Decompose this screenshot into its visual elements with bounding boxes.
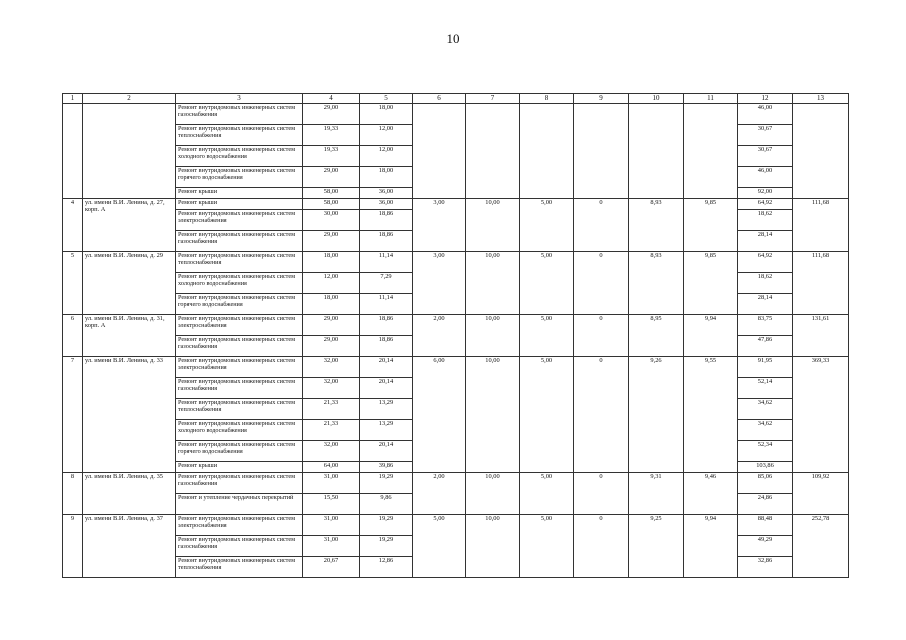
value-cell-col9: 0	[574, 199, 629, 252]
work-type-cell: Ремонт и утепление чердачных перекрытий	[176, 494, 303, 515]
value-cell-col6: 3,00	[413, 199, 466, 252]
work-type-cell: Ремонт внутридомовых инженерных систем электроснабжения	[176, 357, 303, 378]
value-cell-col5: 20,14	[360, 378, 413, 399]
column-number: 11	[684, 94, 738, 104]
value-cell-col7: 10,00	[466, 515, 520, 578]
value-cell-col7: 10,00	[466, 199, 520, 252]
work-type-cell: Ремонт внутридомовых инженерных систем газоснабжения	[176, 231, 303, 252]
value-cell-col11: 9,85	[684, 252, 738, 315]
value-cell-col4: 32,00	[303, 378, 360, 399]
table-row	[63, 199, 849, 210]
address-cell: ул. имени В.И. Ленина, д. 37	[83, 515, 176, 578]
value-cell-col7	[466, 104, 520, 199]
value-cell-col10: 8,95	[629, 315, 684, 357]
value-cell-col12: 85,06	[738, 473, 793, 494]
value-cell-col12: 49,29	[738, 536, 793, 557]
value-cell-col4: 29,00	[303, 231, 360, 252]
address-cell: ул. имени В.И. Ленина, д. 33	[83, 357, 176, 473]
address-cell	[83, 104, 176, 199]
value-cell-col11: 9,55	[684, 357, 738, 473]
value-cell-col5: 19,29	[360, 536, 413, 557]
value-cell-col11: 9,94	[684, 515, 738, 578]
repair-table	[62, 93, 849, 578]
value-cell-col12: 28,14	[738, 231, 793, 252]
value-cell-col8: 5,00	[520, 473, 574, 515]
value-cell-col12: 52,34	[738, 441, 793, 462]
value-cell-col4: 58,00	[303, 199, 360, 210]
value-cell-col12: 34,62	[738, 399, 793, 420]
value-cell-col4: 21,33	[303, 420, 360, 441]
value-cell-col12: 91,95	[738, 357, 793, 378]
column-number: 4	[303, 94, 360, 104]
address-cell: ул. имени В.И. Ленина, д. 29	[83, 252, 176, 315]
value-cell-col8	[520, 104, 574, 199]
value-cell-col5: 9,86	[360, 494, 413, 515]
work-type-cell: Ремонт крыши	[176, 199, 303, 210]
value-cell-col4: 18,00	[303, 294, 360, 315]
value-cell-col4: 21,33	[303, 399, 360, 420]
value-cell-col5: 20,14	[360, 357, 413, 378]
value-cell-col5: 18,86	[360, 210, 413, 231]
value-cell-col4: 19,33	[303, 125, 360, 146]
work-type-cell: Ремонт внутридомовых инженерных систем газоснабжения	[176, 336, 303, 357]
value-cell-col4: 31,00	[303, 515, 360, 536]
value-cell-col8: 5,00	[520, 252, 574, 315]
value-cell-col10: 9,31	[629, 473, 684, 515]
value-cell-col12: 64,92	[738, 199, 793, 210]
page-number: 10	[446, 31, 460, 46]
table-row	[63, 252, 849, 273]
value-cell-col11: 9,94	[684, 315, 738, 357]
value-cell-col4: 31,00	[303, 473, 360, 494]
value-cell-col8: 5,00	[520, 315, 574, 357]
work-type-cell: Ремонт крыши	[176, 188, 303, 199]
value-cell-col9: 0	[574, 515, 629, 578]
value-cell-col12: 24,86	[738, 494, 793, 515]
work-type-cell: Ремонт внутридомовых инженерных систем горячего водоснабжения	[176, 441, 303, 462]
value-cell-col6: 6,00	[413, 357, 466, 473]
value-cell-col7: 10,00	[466, 252, 520, 315]
work-type-cell: Ремонт внутридомовых инженерных систем электроснабжения	[176, 210, 303, 231]
column-number: 13	[793, 94, 849, 104]
work-type-cell: Ремонт внутридомовых инженерных систем горячего водоснабжения	[176, 167, 303, 188]
work-type-cell: Ремонт крыши	[176, 462, 303, 473]
value-cell-col5: 13,29	[360, 399, 413, 420]
value-cell-col11: 9,85	[684, 199, 738, 252]
row-number-cell: 6	[63, 315, 83, 357]
row-number-cell: 5	[63, 252, 83, 315]
value-cell-col5: 18,86	[360, 315, 413, 336]
value-cell-col12: 46,00	[738, 104, 793, 125]
value-cell-col5: 12,00	[360, 125, 413, 146]
value-cell-col9: 0	[574, 252, 629, 315]
work-type-cell: Ремонт внутридомовых инженерных систем газоснабжения	[176, 378, 303, 399]
column-number: 7	[466, 94, 520, 104]
column-number: 3	[176, 94, 303, 104]
value-cell-col12: 18,62	[738, 273, 793, 294]
column-number: 8	[520, 94, 574, 104]
row-number-cell: 9	[63, 515, 83, 578]
value-cell-col5: 18,00	[360, 104, 413, 125]
value-cell-col7: 10,00	[466, 357, 520, 473]
column-number: 12	[738, 94, 793, 104]
value-cell-col12: 52,14	[738, 378, 793, 399]
value-cell-col10: 8,93	[629, 199, 684, 252]
value-cell-col13	[793, 104, 849, 199]
value-cell-col4: 29,00	[303, 167, 360, 188]
value-cell-col10: 9,25	[629, 515, 684, 578]
value-cell-col10	[629, 104, 684, 199]
work-type-cell: Ремонт внутридомовых инженерных систем холодного водоснабжения	[176, 420, 303, 441]
value-cell-col5: 13,29	[360, 420, 413, 441]
table-body	[63, 94, 849, 578]
value-cell-col9: 0	[574, 357, 629, 473]
column-number: 10	[629, 94, 684, 104]
value-cell-col5: 12,00	[360, 146, 413, 167]
column-number: 2	[83, 94, 176, 104]
value-cell-col12: 92,00	[738, 188, 793, 199]
value-cell-col12: 83,75	[738, 315, 793, 336]
column-number: 9	[574, 94, 629, 104]
value-cell-col7: 10,00	[466, 315, 520, 357]
value-cell-col12: 64,92	[738, 252, 793, 273]
value-cell-col8: 5,00	[520, 515, 574, 578]
value-cell-col4: 29,00	[303, 315, 360, 336]
value-cell-col13: 109,92	[793, 473, 849, 515]
value-cell-col9: 0	[574, 473, 629, 515]
value-cell-col10: 9,26	[629, 357, 684, 473]
value-cell-col11: 9,46	[684, 473, 738, 515]
work-type-cell: Ремонт внутридомовых инженерных систем горячего водоснабжения	[176, 294, 303, 315]
value-cell-col8: 5,00	[520, 199, 574, 252]
work-type-cell: Ремонт внутридомовых инженерных систем газоснабжения	[176, 104, 303, 125]
table-row	[63, 515, 849, 536]
value-cell-col7: 10,00	[466, 473, 520, 515]
value-cell-col4: 30,00	[303, 210, 360, 231]
column-number: 5	[360, 94, 413, 104]
value-cell-col6: 2,00	[413, 315, 466, 357]
row-number-cell: 8	[63, 473, 83, 515]
value-cell-col5: 36,00	[360, 199, 413, 210]
row-number-cell: 4	[63, 199, 83, 252]
value-cell-col6	[413, 104, 466, 199]
value-cell-col4: 15,50	[303, 494, 360, 515]
value-cell-col5: 18,86	[360, 336, 413, 357]
value-cell-col5: 18,00	[360, 167, 413, 188]
work-type-cell: Ремонт внутридомовых инженерных систем холодного водоснабжения	[176, 273, 303, 294]
value-cell-col10: 8,93	[629, 252, 684, 315]
table-row	[63, 104, 849, 125]
address-cell: ул. имени В.И. Ленина, д. 31, корп. А	[83, 315, 176, 357]
work-type-cell: Ремонт внутридомовых инженерных систем газоснабжения	[176, 536, 303, 557]
column-number: 1	[63, 94, 83, 104]
work-type-cell: Ремонт внутридомовых инженерных систем теплоснабжения	[176, 125, 303, 146]
value-cell-col12: 30,67	[738, 125, 793, 146]
value-cell-col13: 111,68	[793, 252, 849, 315]
address-cell: ул. имени В.И. Ленина, д. 35	[83, 473, 176, 515]
work-type-cell: Ремонт внутридомовых инженерных систем электроснабжения	[176, 315, 303, 336]
value-cell-col4: 19,33	[303, 146, 360, 167]
row-number-cell	[63, 104, 83, 199]
value-cell-col4: 32,00	[303, 441, 360, 462]
address-cell: ул. имени В.И. Ленина, д. 27, корп. А	[83, 199, 176, 252]
value-cell-col6: 3,00	[413, 252, 466, 315]
value-cell-col4: 29,00	[303, 104, 360, 125]
value-cell-col12: 28,14	[738, 294, 793, 315]
value-cell-col6: 5,00	[413, 515, 466, 578]
value-cell-col5: 12,86	[360, 557, 413, 578]
value-cell-col5: 19,29	[360, 515, 413, 536]
value-cell-col5: 11,14	[360, 294, 413, 315]
value-cell-col12: 88,48	[738, 515, 793, 536]
table-row	[63, 357, 849, 378]
value-cell-col13: 252,78	[793, 515, 849, 578]
value-cell-col12: 46,00	[738, 167, 793, 188]
value-cell-col5: 36,00	[360, 188, 413, 199]
value-cell-col4: 12,00	[303, 273, 360, 294]
value-cell-col12: 32,86	[738, 557, 793, 578]
column-number: 6	[413, 94, 466, 104]
value-cell-col8: 5,00	[520, 357, 574, 473]
work-type-cell: Ремонт внутридомовых инженерных систем газоснабжения	[176, 473, 303, 494]
row-number-cell: 7	[63, 357, 83, 473]
value-cell-col12: 18,62	[738, 210, 793, 231]
value-cell-col4: 58,00	[303, 188, 360, 199]
table-row	[63, 315, 849, 336]
value-cell-col5: 39,86	[360, 462, 413, 473]
value-cell-col12: 34,62	[738, 420, 793, 441]
value-cell-col4: 29,00	[303, 336, 360, 357]
value-cell-col12: 103,86	[738, 462, 793, 473]
value-cell-col5: 7,29	[360, 273, 413, 294]
value-cell-col4: 64,00	[303, 462, 360, 473]
value-cell-col5: 20,14	[360, 441, 413, 462]
work-type-cell: Ремонт внутридомовых инженерных систем электроснабжения	[176, 515, 303, 536]
value-cell-col9	[574, 104, 629, 199]
work-type-cell: Ремонт внутридомовых инженерных систем холодного водоснабжения	[176, 146, 303, 167]
value-cell-col12: 30,67	[738, 146, 793, 167]
value-cell-col4: 18,00	[303, 252, 360, 273]
value-cell-col4: 32,00	[303, 357, 360, 378]
work-type-cell: Ремонт внутридомовых инженерных систем теплоснабжения	[176, 252, 303, 273]
value-cell-col11	[684, 104, 738, 199]
value-cell-col4: 31,00	[303, 536, 360, 557]
value-cell-col5: 19,29	[360, 473, 413, 494]
value-cell-col6: 2,00	[413, 473, 466, 515]
work-type-cell: Ремонт внутридомовых инженерных систем теплоснабжения	[176, 399, 303, 420]
value-cell-col5: 11,14	[360, 252, 413, 273]
value-cell-col13: 369,33	[793, 357, 849, 473]
value-cell-col5: 18,86	[360, 231, 413, 252]
value-cell-col12: 47,86	[738, 336, 793, 357]
column-number-row	[63, 94, 849, 104]
value-cell-col13: 131,61	[793, 315, 849, 357]
work-type-cell: Ремонт внутридомовых инженерных систем теплоснабжения	[176, 557, 303, 578]
table-row	[63, 473, 849, 494]
value-cell-col4: 20,67	[303, 557, 360, 578]
value-cell-col13: 111,68	[793, 199, 849, 252]
value-cell-col9: 0	[574, 315, 629, 357]
